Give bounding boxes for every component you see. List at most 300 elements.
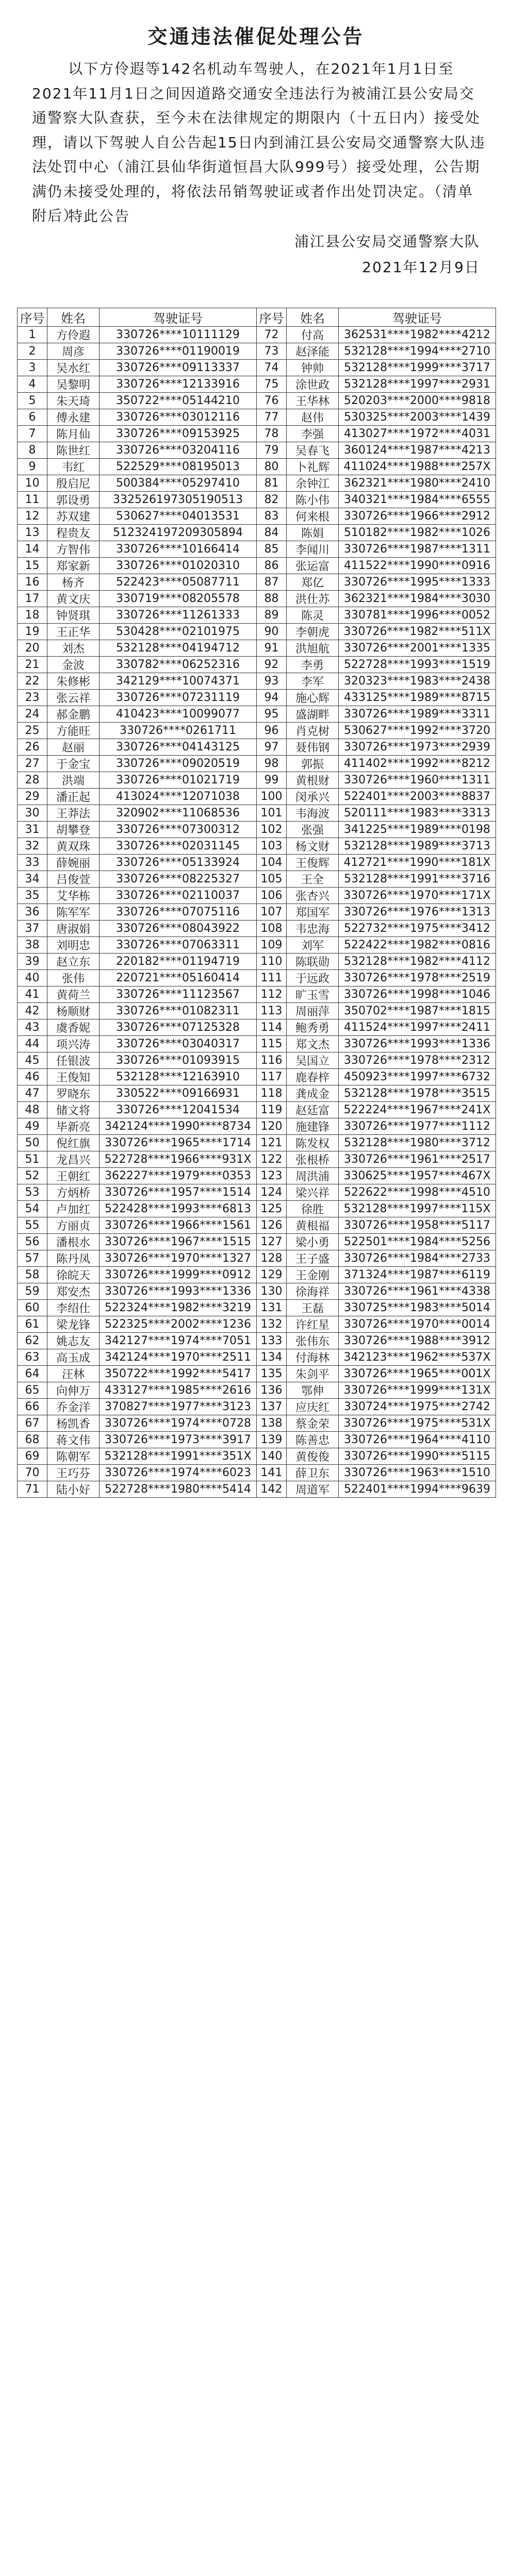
cell-license: 330726****03204116 [100,442,257,459]
cell-license: 330625****1957****467X [339,1168,496,1184]
cell-name: 杨齐 [47,574,100,591]
cell-no: 84 [257,525,287,541]
cell-no: 62 [18,1333,47,1349]
cell-license: 532128****04194712 [100,640,257,657]
cell-license: 330726****12133916 [100,376,257,393]
table-row [18,805,496,822]
cell-no: 44 [18,1036,47,1052]
cell-license: 413024****12071038 [100,789,257,805]
cell-name: 任银波 [47,1052,100,1069]
header-cell-license: 驾驶证号 [100,308,257,327]
cell-no: 13 [18,525,47,541]
cell-license: 330726****1976****1313 [339,904,496,921]
cell-license: 532128****1980****3712 [339,1135,496,1151]
cell-name: 唐淑娟 [47,921,100,937]
cell-no: 25 [18,723,47,739]
cell-license: 330726****1961****2517 [339,1151,496,1168]
table-row [18,624,496,640]
cell-license: 330726****07075116 [100,904,257,921]
cell-license: 532128****1997****115X [339,1201,496,1217]
cell-name: 项兴涛 [47,1036,100,1052]
cell-name: 张强 [287,822,339,838]
table-row [18,459,496,475]
cell-license: 330726****1970****171X [339,888,496,904]
cell-name: 薛卫东 [287,1465,339,1481]
cell-license: 330726****1999****0912 [100,1267,257,1283]
table-row [18,591,496,607]
table-row [18,541,496,558]
cell-name: 方丽贞 [47,1217,100,1234]
cell-license: 330725****1983****5014 [339,1300,496,1316]
cell-no: 83 [257,508,287,525]
cell-name: 鹿春梓 [287,1069,339,1085]
cell-no: 114 [257,1019,287,1036]
cell-no: 22 [18,673,47,690]
cell-license: 532128****1978****3515 [339,1085,496,1102]
header-cell-name: 姓名 [287,308,339,327]
cell-no: 8 [18,442,47,459]
cell-name: 黄根财 [287,772,339,789]
table-row [18,1316,496,1333]
cell-license: 330719****08205578 [100,591,257,607]
cell-name: 张杏兴 [287,888,339,904]
cell-name: 黄俊俊 [287,1448,339,1465]
cell-license: 410423****10099077 [100,706,257,723]
cell-no: 141 [257,1465,287,1481]
cell-name: 陈军军 [47,904,100,921]
cell-no: 37 [18,921,47,937]
cell-name: 郑国军 [287,904,339,921]
cell-no: 112 [257,986,287,1003]
cell-no: 77 [257,409,287,426]
cell-no: 36 [18,904,47,921]
cell-license: 330726****1987****1311 [339,541,496,558]
cell-license: 350702****1987****1815 [339,1003,496,1019]
cell-license: 330726****03040317 [100,1036,257,1052]
cell-name: 鄂伸 [287,1382,339,1399]
cell-license: 330522****09166931 [100,1085,257,1102]
table-row [18,888,496,904]
cell-name: 郑家新 [47,558,100,574]
cell-name: 钟帅 [287,360,339,376]
cell-no: 12 [18,508,47,525]
table-row [18,772,496,789]
cell-no: 32 [18,838,47,855]
cell-name: 王莽法 [47,805,100,822]
cell-name: 张运富 [287,558,339,574]
notice-issuer: 浦江县公安局交通警察大队 [294,233,480,250]
cell-name: 张伟 [47,970,100,986]
cell-name: 朱修彬 [47,673,100,690]
cell-license: 500384****05297410 [100,475,257,492]
cell-license: 320323****1983****2438 [339,673,496,690]
cell-license: 330726****1984****2733 [339,1250,496,1267]
cell-no: 74 [257,360,287,376]
cell-license: 330726****1970****0014 [339,1316,496,1333]
table-row [18,1366,496,1382]
cell-name: 王巧芬 [47,1465,100,1481]
cell-no: 117 [257,1069,287,1085]
cell-no: 33 [18,855,47,871]
table-row [18,525,496,541]
cell-name: 韦红 [47,459,100,475]
notice-body: 以下方伶遐等142名机动车驾驶人，在2021年1月1日至2021年11月1日之间因道路交通安全违法行为被浦江县公安局交通警察大队查获，至今未在法律规定的期限内（十五日内）接受处理，请以下驾驶人自公告起15日内到浦江县公安局交通警察大队违法处罚中心（浦江县仙华街道恒昌大队999号）接受处理，公告期满仍未接受处理的，将依法吊销驾驶证或者作出处罚决定。（清单附后） [32,60,486,224]
cell-license: 330726****1966****1561 [100,1217,257,1234]
cell-name: 施心辉 [287,690,339,706]
cell-no: 9 [18,459,47,475]
table-row [18,1217,496,1234]
cell-license: 522423****05087711 [100,574,257,591]
header-cell-no: 序号 [18,308,47,327]
cell-no: 98 [257,756,287,772]
cell-no: 106 [257,888,287,904]
cell-no: 7 [18,426,47,442]
cell-no: 134 [257,1349,287,1366]
cell-name: 殷启尼 [47,475,100,492]
cell-license: 320902****11068536 [100,805,257,822]
table-row [18,1481,496,1498]
cell-name: 卢加红 [47,1201,100,1217]
table-row [18,1003,496,1019]
table-row [18,409,496,426]
cell-no: 15 [18,558,47,574]
cell-name: 陈娟 [287,525,339,541]
cell-license: 330726****1967****1515 [100,1234,257,1250]
cell-no: 60 [18,1300,47,1316]
table-row [18,937,496,954]
table-row [18,1448,496,1465]
cell-license: 522728****1980****5414 [100,1481,257,1498]
cell-no: 57 [18,1250,47,1267]
cell-license: 330726****2001****1335 [339,640,496,657]
table-row [18,756,496,772]
table-row [18,690,496,706]
cell-name: 李军 [287,673,339,690]
table-row [18,558,496,574]
table-row [18,1432,496,1448]
cell-name: 洪仕苏 [287,591,339,607]
cell-name: 盛湖畔 [287,706,339,723]
cell-name: 吴国立 [287,1052,339,1069]
table-row [18,789,496,805]
cell-license: 330726****09153925 [100,426,257,442]
cell-license: 330726****11123567 [100,986,257,1003]
cell-license: 332526197305190513 [100,492,257,508]
cell-license: 371324****1987****6119 [339,1267,496,1283]
table-row [18,360,496,376]
cell-name: 张云祥 [47,690,100,706]
cell-name: 徐海祥 [287,1283,339,1300]
cell-name: 郑亿 [287,574,339,591]
table-row [18,1102,496,1118]
cell-no: 73 [257,343,287,360]
cell-name: 罗晓东 [47,1085,100,1102]
cell-license: 330726****1960****1311 [339,772,496,789]
table-row [18,508,496,525]
cell-license: 522325****2002****1236 [100,1316,257,1333]
cell-no: 70 [18,1465,47,1481]
cell-no: 82 [257,492,287,508]
cell-name: 陈朝军 [47,1448,100,1465]
cell-no: 71 [18,1481,47,1498]
cell-license: 330726****07300312 [100,822,257,838]
cell-name: 杨顺财 [47,1003,100,1019]
cell-no: 28 [18,772,47,789]
cell-license: 342129****10074371 [100,673,257,690]
cell-license: 522428****1993****6813 [100,1201,257,1217]
cell-license: 330726****03012116 [100,409,257,426]
cell-no: 99 [257,772,287,789]
cell-license: 330726****12041534 [100,1102,257,1118]
cell-no: 66 [18,1399,47,1415]
cell-no: 38 [18,937,47,954]
cell-no: 94 [257,690,287,706]
cell-name: 王华林 [287,393,339,409]
cell-no: 100 [257,789,287,805]
cell-license: 330726****04143125 [100,739,257,756]
cell-license: 450923****1997****6732 [339,1069,496,1085]
cell-no: 53 [18,1184,47,1201]
cell-name: 陈月仙 [47,426,100,442]
cell-no: 76 [257,393,287,409]
cell-name: 闵承兴 [287,789,339,805]
table-row [18,954,496,970]
cell-name: 刘军 [287,937,339,954]
cell-no: 138 [257,1415,287,1432]
cell-name: 郭振 [287,756,339,772]
cell-license: 411524****1997****2411 [339,1019,496,1036]
cell-license: 362227****1979****0353 [100,1168,257,1184]
cell-no: 52 [18,1168,47,1184]
cell-no: 80 [257,459,287,475]
cell-name: 王俊辉 [287,855,339,871]
cell-no: 121 [257,1135,287,1151]
cell-license: 522728****1993****1519 [339,657,496,673]
table-row [18,838,496,855]
cell-license: 412721****1990****181X [339,855,496,871]
cell-license: 330726****1999****131X [339,1382,496,1399]
cell-no: 132 [257,1316,287,1333]
cell-name: 虞香妮 [47,1019,100,1036]
table-row [18,1135,496,1151]
cell-no: 47 [18,1085,47,1102]
cell-name: 杨文财 [287,838,339,855]
cell-no: 129 [257,1267,287,1283]
cell-no: 97 [257,739,287,756]
cell-name: 蔡金荣 [287,1415,339,1432]
cell-license: 330726****1963****1510 [339,1465,496,1481]
cell-license: 330726****10111129 [100,327,257,343]
cell-no: 127 [257,1234,287,1250]
cell-name: 刘明忠 [47,937,100,954]
cell-name: 黄文庆 [47,591,100,607]
table-row [18,1019,496,1036]
table-row [18,904,496,921]
cell-name: 王金刚 [287,1267,339,1283]
cell-no: 24 [18,706,47,723]
table-row [18,1349,496,1366]
cell-name: 付高 [287,327,339,343]
cell-name: 蒋文伟 [47,1432,100,1448]
cell-no: 81 [257,475,287,492]
cell-name: 毕新亮 [47,1118,100,1135]
cell-name: 李勇 [287,657,339,673]
cell-name: 程贵友 [47,525,100,541]
cell-name: 金波 [47,657,100,673]
table-row [18,1168,496,1184]
cell-no: 48 [18,1102,47,1118]
cell-name: 方炳桥 [47,1184,100,1201]
cell-license: 532128****1999****3717 [339,360,496,376]
cell-license: 342124****1970****2511 [100,1349,257,1366]
cell-no: 11 [18,492,47,508]
cell-no: 43 [18,1019,47,1036]
cell-no: 105 [257,871,287,888]
table-row [18,1465,496,1481]
cell-no: 18 [18,607,47,624]
cell-name: 郝金鹏 [47,706,100,723]
cell-license: 330726****05133924 [100,855,257,871]
cell-license: 330726****1993****1336 [339,1036,496,1052]
cell-license: 330726****07231119 [100,690,257,706]
driver-list-table [17,308,496,1498]
cell-license: 330726****1965****001X [339,1366,496,1382]
cell-name: 周道军 [287,1481,339,1498]
table-header-row [18,308,496,327]
cell-license: 330726****1970****1327 [100,1250,257,1267]
cell-license: 330724****1975****2742 [339,1399,496,1415]
cell-license: 330726****07125328 [100,1019,257,1036]
cell-license: 411024****1988****257X [339,459,496,475]
cell-name: 钟贤琪 [47,607,100,624]
cell-name: 周丽萍 [287,1003,339,1019]
cell-name: 付海林 [287,1349,339,1366]
cell-no: 96 [257,723,287,739]
cell-license: 330726****08225327 [100,871,257,888]
table-row [18,393,496,409]
cell-no: 55 [18,1217,47,1234]
cell-license: 330726****1966****2912 [339,508,496,525]
table-row [18,921,496,937]
cell-name: 鲍秀勇 [287,1019,339,1036]
cell-no: 89 [257,607,287,624]
cell-no: 3 [18,360,47,376]
table-row [18,1069,496,1085]
cell-no: 124 [257,1184,287,1201]
cell-name: 胡攀登 [47,822,100,838]
cell-no: 109 [257,937,287,954]
cell-name: 储文将 [47,1102,100,1118]
cell-name: 陈世红 [47,442,100,459]
cell-name: 姚志友 [47,1333,100,1349]
cell-name: 张伟东 [287,1333,339,1349]
cell-name: 李朝虎 [287,624,339,640]
cell-no: 4 [18,376,47,393]
cell-name: 高玉成 [47,1349,100,1366]
table-row [18,1151,496,1168]
cell-license: 360124****1987****4213 [339,442,496,459]
cell-license: 330726****01082311 [100,1003,257,1019]
cell-license: 532128****1982****4112 [339,954,496,970]
cell-name: 乔金洋 [47,1399,100,1415]
cell-name: 龙昌兴 [47,1151,100,1168]
cell-name: 旷玉雪 [287,986,339,1003]
cell-no: 40 [18,970,47,986]
table-row [18,1333,496,1349]
cell-name: 方智伟 [47,541,100,558]
table-row [18,1250,496,1267]
cell-name: 吕俊萱 [47,871,100,888]
cell-license: 330726****09020519 [100,756,257,772]
cell-no: 108 [257,921,287,937]
cell-name: 吴黎明 [47,376,100,393]
cell-license: 330726****1957****1514 [100,1184,257,1201]
cell-no: 49 [18,1118,47,1135]
cell-name: 赵丽 [47,739,100,756]
cell-no: 140 [257,1448,287,1465]
cell-no: 56 [18,1234,47,1250]
cell-no: 116 [257,1052,287,1069]
cell-license: 522728****1966****931X [100,1151,257,1168]
cell-license: 330782****06252316 [100,657,257,673]
cell-no: 23 [18,690,47,706]
cell-no: 88 [257,591,287,607]
cell-license: 413027****1972****4031 [339,426,496,442]
cell-no: 113 [257,1003,287,1019]
cell-no: 26 [18,739,47,756]
cell-name: 王朝红 [47,1168,100,1184]
cell-name: 梁龙锋 [47,1316,100,1333]
cell-name: 余钟江 [287,475,339,492]
cell-name: 许红星 [287,1316,339,1333]
cell-name: 方伶遐 [47,327,100,343]
cell-license: 532128****1997****2931 [339,376,496,393]
cell-name: 李绍仕 [47,1300,100,1316]
cell-license: 330726****1964****4110 [339,1432,496,1448]
cell-name: 李强 [287,426,339,442]
cell-name: 王子盛 [287,1250,339,1267]
cell-no: 16 [18,574,47,591]
cell-license: 220182****01194719 [100,954,257,970]
cell-no: 136 [257,1382,287,1399]
table-body [18,327,496,1498]
cell-name: 赵泽能 [287,343,339,360]
cell-license: 522224****1967****241X [339,1102,496,1118]
cell-license: 330726****1961****4338 [339,1283,496,1300]
cell-name: 洪端 [47,772,100,789]
cell-name: 陈丹凤 [47,1250,100,1267]
table-row [18,1234,496,1250]
cell-no: 21 [18,657,47,673]
cell-no: 14 [18,541,47,558]
table-row [18,855,496,871]
table-row [18,343,496,360]
cell-license: 342124****1990****8734 [100,1118,257,1135]
cell-no: 17 [18,591,47,607]
cell-no: 34 [18,871,47,888]
cell-license: 512324197209305894 [100,525,257,541]
cell-name: 周洪浦 [287,1168,339,1184]
cell-name: 王俊知 [47,1069,100,1085]
table-row [18,1118,496,1135]
table-row [18,1052,496,1069]
table-row [18,1184,496,1201]
cell-no: 125 [257,1201,287,1217]
table-row [18,1415,496,1432]
cell-no: 126 [257,1217,287,1234]
cell-name: 龚成金 [287,1085,339,1102]
cell-name: 苏双建 [47,508,100,525]
